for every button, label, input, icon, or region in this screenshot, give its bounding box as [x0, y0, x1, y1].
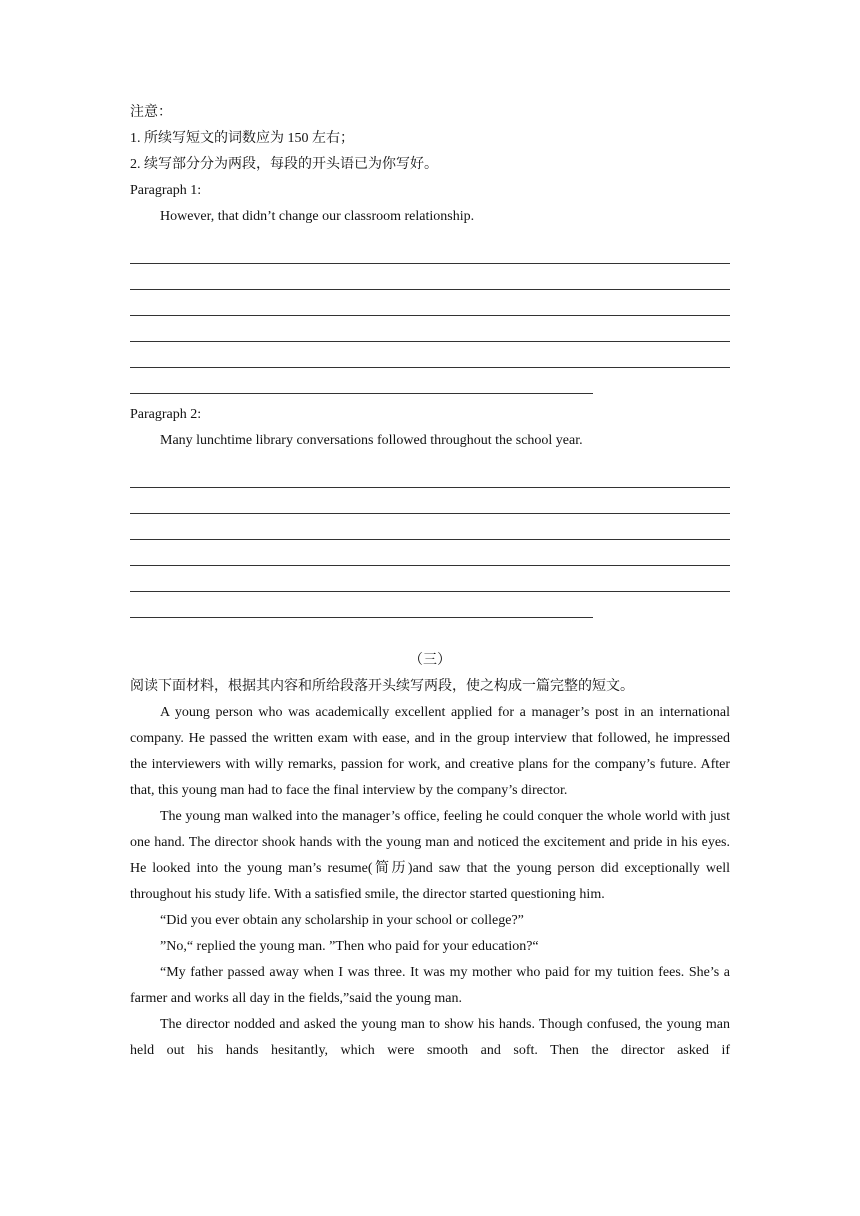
story-paragraph: A young person who was academically excellent applied for a manager’s post in an international company. He passed the written exam with ease, and in the group interview that followed, he impressed the interviewers with willy remarks, passion for work, and creative plans for the company’s future. After that, this young man had to face the final interview by the company’s director.	[130, 705, 730, 798]
answer-line[interactable]	[130, 514, 730, 540]
answer-line[interactable]	[130, 342, 730, 368]
document-content	[130, 100, 730, 1064]
notice-item-1: 1. 所续写短文的词数应为 150 左右；	[130, 131, 354, 146]
paragraph2-opening: Many lunchtime library conversations followed throughout the school year.	[160, 433, 583, 448]
story-paragraph: “Did you ever obtain any scholarship in your school or college?”	[160, 913, 524, 928]
story-paragraph: The director nodded and asked the young man to show his hands. Though confused, the young man held out his hands hesitantly, which were smooth and soft. Then the director asked if	[130, 1017, 730, 1058]
answer-line[interactable]	[130, 290, 730, 316]
story-paragraph: ”No,“ replied the young man. ”Then who paid for your education?“	[160, 939, 539, 954]
paragraph1-label: Paragraph 1:	[130, 183, 202, 198]
paragraph2-answer-lines[interactable]	[130, 462, 730, 618]
paragraph2-label: Paragraph 2:	[130, 407, 202, 422]
answer-line[interactable]	[130, 316, 730, 342]
answer-line[interactable]	[130, 540, 730, 566]
section-heading: （三）	[409, 653, 451, 668]
section-instruction: 阅读下面材料，根据其内容和所给段落开头续写两段，使之构成一篇完整的短文。	[130, 679, 634, 694]
answer-line[interactable]	[130, 488, 730, 514]
paragraph1-answer-lines[interactable]	[130, 238, 730, 394]
answer-line[interactable]	[130, 566, 730, 592]
story-paragraph: “My father passed away when I was three. It was my mother who paid for my tuition fees. She’s a farmer and works all day in the fields,”said the young man.	[130, 965, 730, 1006]
story-paragraph: The young man walked into the manager’s office, feeling he could conquer the whole world with just one hand. The director shook hands with the young man and noticed the excitement and pride in his eyes. He looked into the young man’s resume(简历)and saw that the young person did exceptionally well throughout his study life. With a satisfied smile, the director started questioning him.	[130, 809, 730, 902]
answer-line[interactable]	[130, 592, 593, 618]
answer-line[interactable]	[130, 368, 593, 394]
answer-line[interactable]	[130, 462, 730, 488]
paragraph1-opening: However, that didn’t change our classroom relationship.	[160, 209, 475, 224]
notice-item-2: 2. 续写部分分为两段，每段的开头语已为你写好。	[130, 157, 438, 172]
answer-line[interactable]	[130, 264, 730, 290]
notice-heading: 注意：	[130, 105, 172, 120]
answer-line[interactable]	[130, 238, 730, 264]
